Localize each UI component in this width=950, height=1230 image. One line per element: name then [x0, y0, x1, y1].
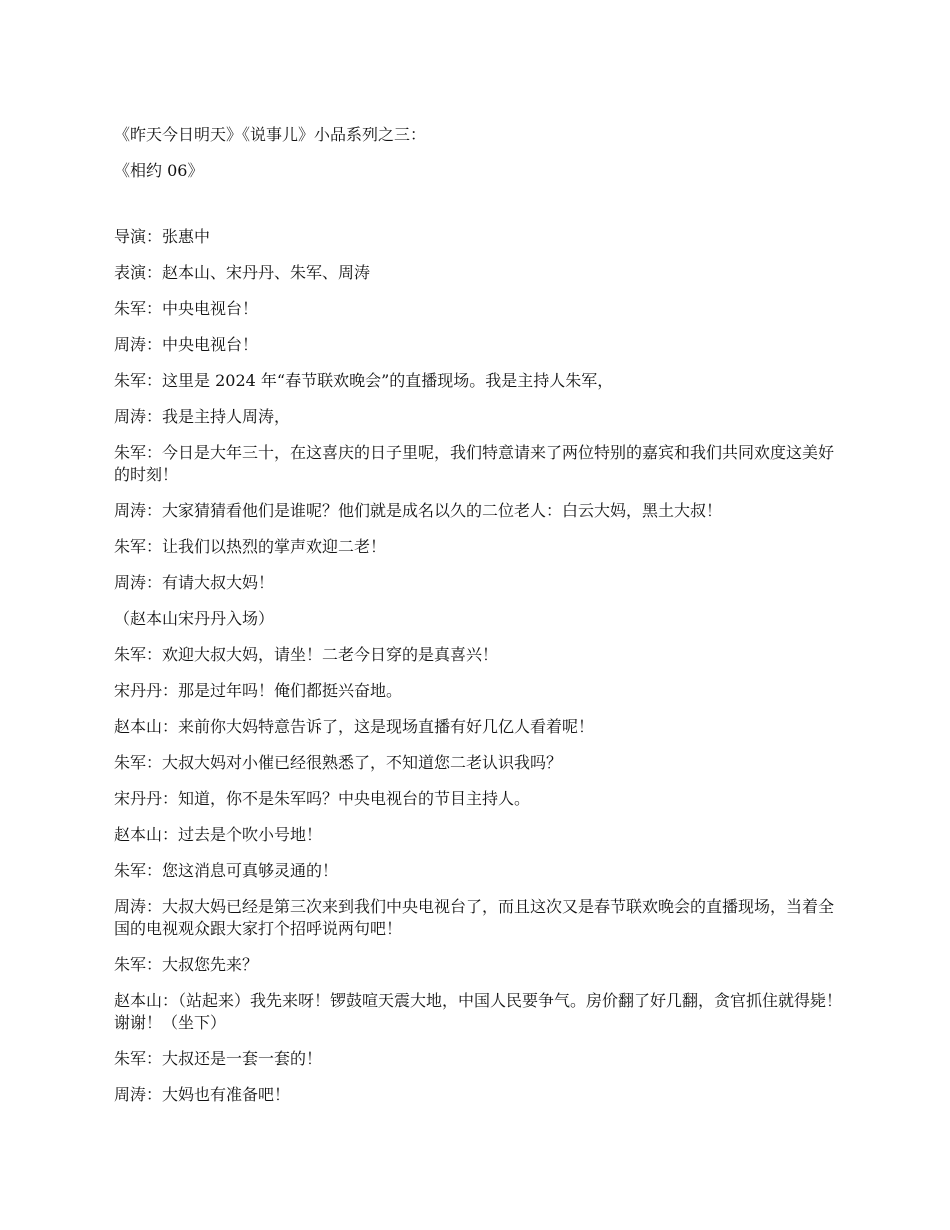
dialogue-line: 朱军：这里是 2024 年“春节联欢晚会”的直播现场。我是主持人朱军， [114, 371, 614, 390]
credit-director: 导演：张惠中 [114, 227, 211, 246]
dialogue-line: 朱军：大叔大妈对小催已经很熟悉了，不知道您二老认识我吗？ [114, 753, 563, 772]
dialogue-line: 宋丹丹：知道，你不是朱军吗？中央电视台的节目主持人。 [114, 789, 531, 808]
credit-cast: 表演：赵本山、宋丹丹、朱军、周涛 [114, 263, 371, 282]
stage-direction: （赵本山宋丹丹入场） [114, 609, 275, 628]
dialogue-line: 周涛：我是主持人周涛， [114, 407, 291, 426]
dialogue-line: 朱军：让我们以热烈的掌声欢迎二老！ [114, 537, 387, 556]
dialogue-line: 宋丹丹：那是过年吗！俺们都挺兴奋地。 [114, 681, 403, 700]
dialogue-line: 朱军：您这消息可真够灵通的！ [114, 861, 339, 880]
dialogue-line: 周涛：大叔大妈已经是第三次来到我们中央电视台了，而且这次又是春节联欢晚会的直播现场，当着全国的电视观众跟大家打个招呼说两句吧！ [114, 897, 835, 938]
document-title: 《昨天今日明天》《说事儿》小品系列之三： [114, 125, 427, 144]
dialogue-line: 朱军：中央电视台！ [114, 299, 259, 318]
dialogue-line: 赵本山：过去是个吹小号地！ [114, 825, 323, 844]
document-subtitle: 《相约 06》 [114, 161, 204, 180]
dialogue-line: 朱军：大叔您先来？ [114, 955, 259, 974]
dialogue-line: 朱军：大叔还是一套一套的！ [114, 1049, 323, 1068]
document-title-block [114, 124, 842, 182]
dialogue-line: 赵本山：来前你大妈特意告诉了，这是现场直播有好几亿人看着呢！ [114, 717, 595, 736]
dialogue-line: 朱军：今日是大年三十，在这喜庆的日子里呢，我们特意请来了两位特别的嘉宾和我们共同欢度这美好的时刻！ [114, 443, 835, 484]
dialogue-line: 周涛：有请大叔大妈！ [114, 573, 275, 592]
dialogue-line: 周涛：中央电视台！ [114, 335, 259, 354]
dialogue-line: 周涛：大妈也有准备吧！ [114, 1085, 291, 1104]
dialogue-line: 周涛：大家猜猜看他们是谁呢？他们就是成名以久的二位老人：白云大妈，黑土大叔！ [114, 501, 723, 520]
dialogue-line: 赵本山：（站起来）我先来呀！锣鼓喧天震大地，中国人民要争气。房价翻了好几翻，贪官抓住就得毙！谢谢！（坐下） [114, 991, 843, 1032]
dialogue-line: 朱军：欢迎大叔大妈，请坐！二老今日穿的是真喜兴！ [114, 645, 499, 664]
document-body [114, 124, 842, 1120]
